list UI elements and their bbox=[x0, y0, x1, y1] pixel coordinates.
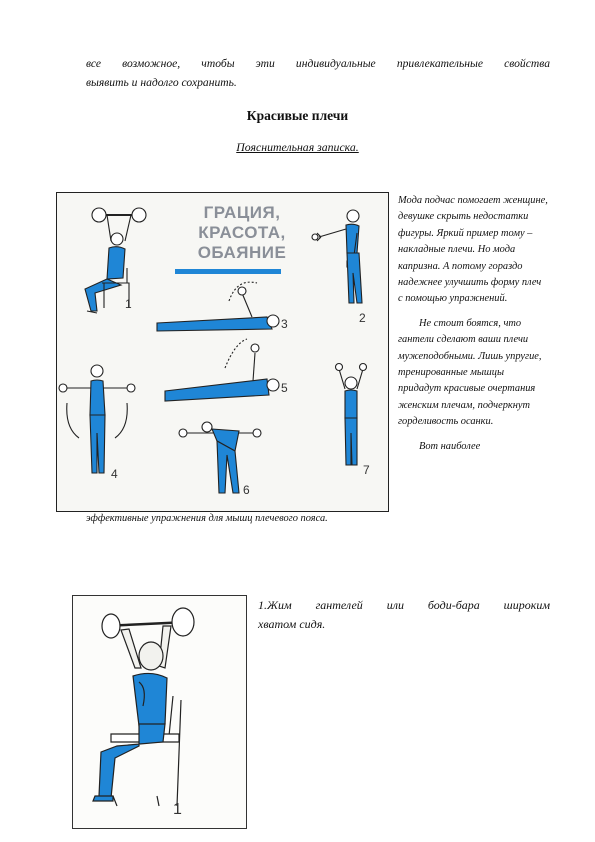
figure-seated-press bbox=[85, 208, 146, 313]
figure-standing-front-raise bbox=[312, 210, 362, 303]
headline-line-2: КРАСОТА, bbox=[198, 223, 286, 242]
headline-line-1: ГРАЦИЯ, bbox=[203, 203, 281, 222]
section-subtitle: Пояснительная записка. bbox=[236, 140, 359, 154]
exercise-overview-illustration bbox=[56, 192, 389, 512]
seated-press-figure bbox=[73, 596, 246, 828]
figure-number: 7 bbox=[363, 463, 370, 477]
headline-line-3: ОБАЯНИЕ bbox=[197, 243, 287, 262]
exercise-1-line-2: хватом сидя. bbox=[258, 617, 326, 631]
exercise-1-description bbox=[258, 596, 550, 634]
figure-number: 3 bbox=[281, 317, 288, 331]
figure-side-lying-raise bbox=[165, 339, 279, 401]
figure-number: 2 bbox=[359, 311, 366, 325]
intro-line-2: выявить и надолго сохранить. bbox=[86, 76, 237, 89]
figure-number: 6 bbox=[243, 483, 250, 497]
intro-line-1: все возможное, чтобы эти индивидуальные привлекательные свойства bbox=[86, 57, 550, 70]
figure-number: 1 bbox=[125, 297, 132, 311]
intro-paragraph bbox=[86, 54, 550, 92]
figure-lateral-raise bbox=[59, 365, 135, 473]
section-title: Красивые плечи bbox=[246, 108, 349, 123]
side-paragraph-2: Не стоит боятся, что гантели сделают ваши плечи мужеподобными. Лишь упругие, тренированные мышцы придадут красивые очертания женским плечам, подчеркнут горделивость осанки. bbox=[398, 317, 542, 428]
figure-caption: эффективные упражнения для мышц плечевого пояса. bbox=[86, 513, 328, 524]
side-paragraph-3: Вот наиболее bbox=[419, 440, 481, 452]
figure-number: 1 bbox=[173, 801, 182, 818]
exercise-figures bbox=[57, 193, 388, 511]
side-paragraph-1: Мода подчас помогает женщине, девушке скрыть недостатки фигуры. Яркий пример тому – накладные плечи. Но мода капризна. А потому гораздо надежнее улучшить форму плеч с помощью упражнений. bbox=[398, 195, 548, 305]
exercise-1-line-1: 1.Жим гантелей или боди-бара широким bbox=[258, 598, 550, 612]
figure-number: 5 bbox=[281, 381, 288, 395]
seated-press-illustration bbox=[72, 595, 247, 829]
side-text-column bbox=[398, 193, 548, 463]
figure-number: 4 bbox=[111, 467, 118, 481]
figure-overhead-dumbbells bbox=[336, 364, 367, 466]
figure-lying-raise bbox=[157, 282, 279, 331]
